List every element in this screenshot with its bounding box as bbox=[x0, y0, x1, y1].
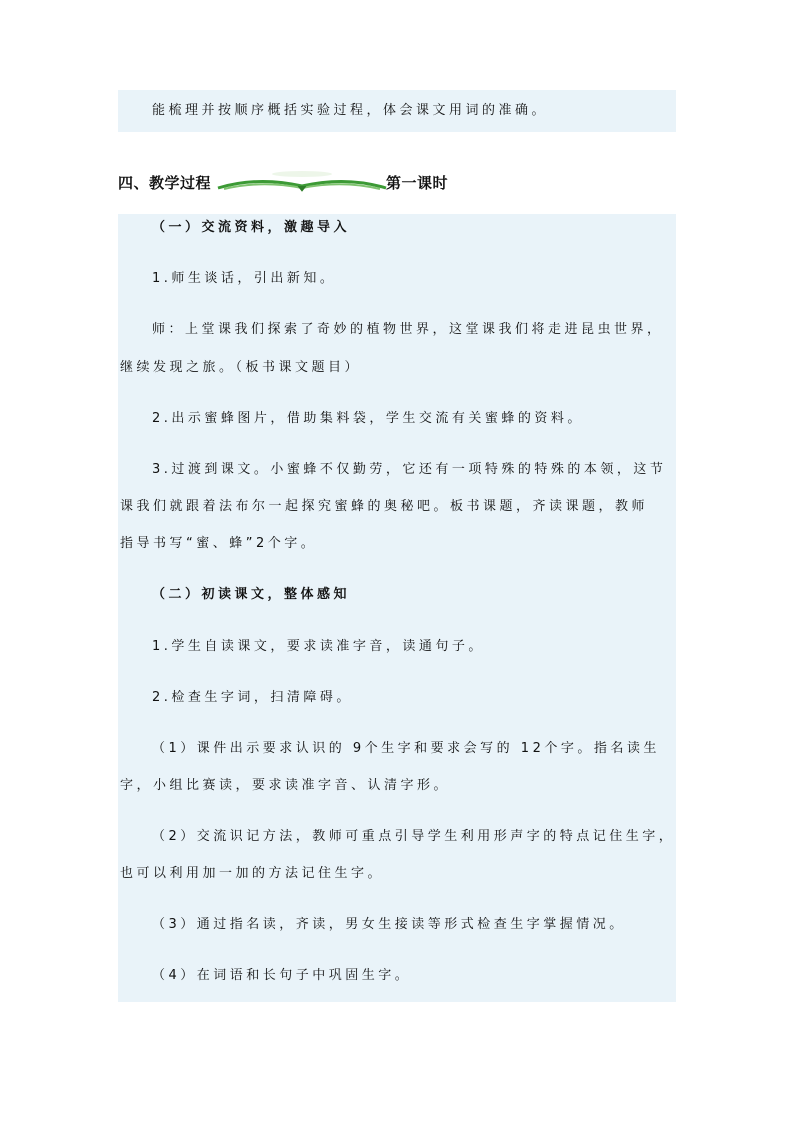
paragraph-line: （4）在词语和长句子中巩固生字。 bbox=[152, 968, 412, 983]
intro-block bbox=[118, 90, 676, 132]
paragraph-line: （2）交流识记方法，教师可重点引导学生利用形声字的特点记住生字， bbox=[152, 829, 676, 844]
paragraph-line: 继续发现之旅。（板书课文题目） bbox=[120, 360, 362, 375]
section-heading-lesson: 第一课时 bbox=[386, 174, 449, 192]
paragraph-line: 3.过渡到课文。小蜜蜂不仅勤劳，它还有一项特殊的特殊的本领，这节 bbox=[152, 462, 667, 477]
lesson-content-block bbox=[118, 214, 676, 1002]
paragraph-line: 也可以利用加一加的方法记住生字。 bbox=[120, 866, 385, 881]
paragraph-line: 2.出示蜜蜂图片，借助集料袋，学生交流有关蜜蜂的资料。 bbox=[152, 411, 584, 426]
subheading-2: （二）初读课文，整体感知 bbox=[152, 587, 351, 602]
paragraph-line: 1.师生谈话，引出新知。 bbox=[152, 271, 337, 286]
paragraph-line: 2.检查生字词，扫清障碍。 bbox=[152, 690, 353, 705]
intro-line: 能梳理并按顺序概括实验过程，体会课文用词的准确。 bbox=[152, 103, 549, 118]
paragraph-line: 1.学生自读课文，要求读准字音，读通句子。 bbox=[152, 639, 485, 654]
paragraph-line: 字，小组比赛读，要求读准字音、认清字形。 bbox=[120, 778, 451, 793]
book-decoration-icon bbox=[214, 170, 390, 194]
paragraph-line: 指导书写“蜜、蜂”2个字。 bbox=[120, 536, 318, 551]
paragraph-line: （3）通过指名读，齐读，男女生接读等形式检查生字掌握情况。 bbox=[152, 917, 626, 932]
paragraph-line: （1）课件出示要求认识的 9个生字和要求会写的 12个字。指名读生 bbox=[152, 741, 660, 756]
subheading-1: （一）交流资料，激趣导入 bbox=[152, 220, 351, 235]
paragraph-line: 师：上堂课我们探索了奇妙的植物世界，这堂课我们将走进昆虫世界， bbox=[152, 322, 664, 337]
section-heading-title: 四、教学过程 bbox=[118, 174, 212, 192]
section-heading bbox=[118, 170, 678, 194]
paragraph-line: 课我们就跟着法布尔一起探究蜜蜂的奥秘吧。板书课题，齐读课题，教师 bbox=[120, 499, 649, 514]
